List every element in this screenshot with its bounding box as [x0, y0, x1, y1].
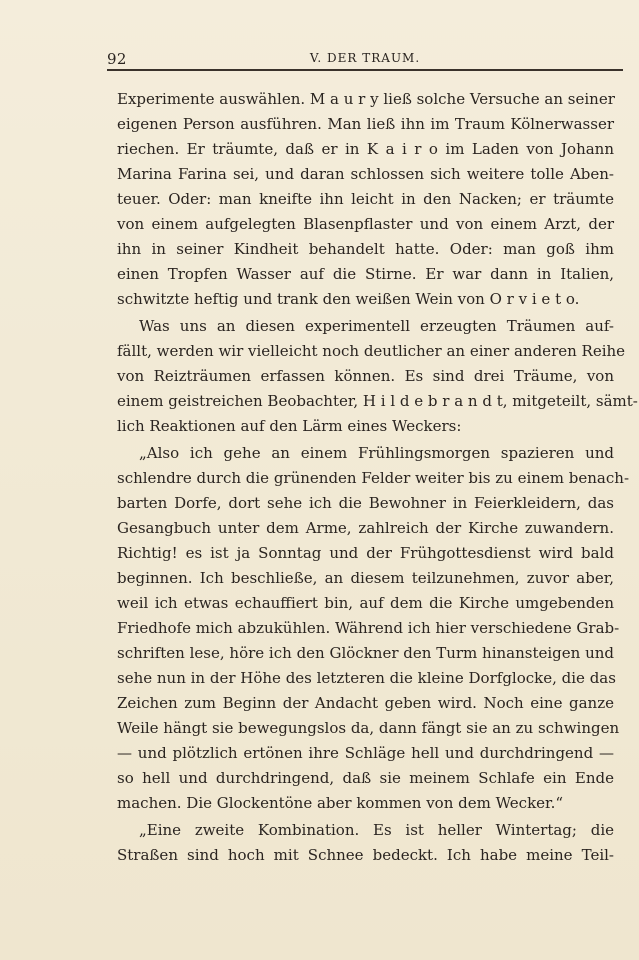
text-line: schlendre durch die grünenden Felder weiter bis zu einem benach- [117, 469, 630, 487]
text-line: eigenen Person ausführen. Man ließ ihn im Traum Kölnerwasser [117, 115, 614, 133]
text-line: schriften lese, höre ich den Glöckner den Turm hinansteigen und [117, 644, 614, 662]
text-line: — und plötzlich ertönen ihre Schläge hell und durchdringend — [117, 744, 614, 762]
paragraph-first-line: Was uns an diesen experimentell erzeugten Träumen auf- [139, 317, 614, 335]
text-line: so hell und durchdringend, daß sie meinem Schlafe ein Ende [117, 769, 614, 787]
paragraph-first-line: „Eine zweite Kombination. Es ist heller Wintertag; die [139, 821, 614, 839]
text-line: Straßen sind hoch mit Schnee bedeckt. Ich habe meine Teil- [117, 846, 614, 864]
text-line: Experimente auswählen. M a u r y ließ solche Versuche an seiner [117, 90, 615, 108]
running-title: V. DER TRAUM. [309, 51, 421, 65]
text-line: von Reizträumen erfassen können. Es sind drei Träume, von [117, 367, 614, 385]
text-line: Friedhofe mich abzukühlen. Während ich hier verschiedene Grab- [117, 619, 620, 637]
text-line: Weile hängt sie bewegungslos da, dann fängt sie an zu schwingen [117, 719, 620, 737]
text-line: schwitzte heftig und trank den weißen Wein von O r v i e t o. [117, 290, 580, 308]
text-line: teuer. Oder: man kneifte ihn leicht in den Nacken; er träumte [117, 190, 614, 208]
text-line: beginnen. Ich beschließe, an diesem teilzunehmen, zuvor aber, [117, 569, 614, 587]
text-line: lich Reaktionen auf den Lärm eines Weckers: [117, 417, 462, 435]
body-text [117, 87, 638, 868]
text-line: einem geistreichen Beobachter, H i l d e b r a n d t, mitgeteilt, sämt- [117, 392, 638, 410]
page-number: 92 [107, 50, 127, 68]
text-line: Richtig! es ist ja Sonntag und der Frühgottesdienst wird bald [117, 544, 614, 562]
text-line: Marina Farina sei, und daran schlossen sich weitere tolle Aben- [117, 165, 614, 183]
text-line: einen Tropfen Wasser auf die Stirne. Er war dann in Italien, [117, 265, 614, 283]
text-line: sehe nun in der Höhe des letzteren die kleine Dorfglocke, die das [117, 669, 616, 687]
text-line: weil ich etwas echauffiert bin, auf dem die Kirche umgebenden [117, 594, 614, 612]
page-header [107, 50, 623, 68]
text-line: ihn in seiner Kindheit behandelt hatte. Oder: man goß ihm [117, 240, 614, 258]
text-line: barten Dorfe, dort sehe ich die Bewohner in Feierkleidern, das [117, 494, 614, 512]
text-line: fällt, werden wir vielleicht noch deutlicher an einer anderen Reihe [117, 342, 626, 360]
header-rule [107, 69, 623, 71]
text-line: von einem aufgelegten Blasenpflaster und von einem Arzt, der [117, 215, 614, 233]
text-line: Gesangbuch unter dem Arme, zahlreich der Kirche zuwandern. [117, 519, 614, 537]
text-line: machen. Die Glockentöne aber kommen von dem Wecker.“ [117, 794, 564, 812]
text-line: Zeichen zum Beginn der Andacht geben wird. Noch eine ganze [117, 694, 614, 712]
text-line: riechen. Er träumte, daß er in K a i r o im Laden von Johann [117, 140, 614, 158]
paragraph-first-line: „Also ich gehe an einem Frühlingsmorgen spazieren und [139, 444, 614, 462]
